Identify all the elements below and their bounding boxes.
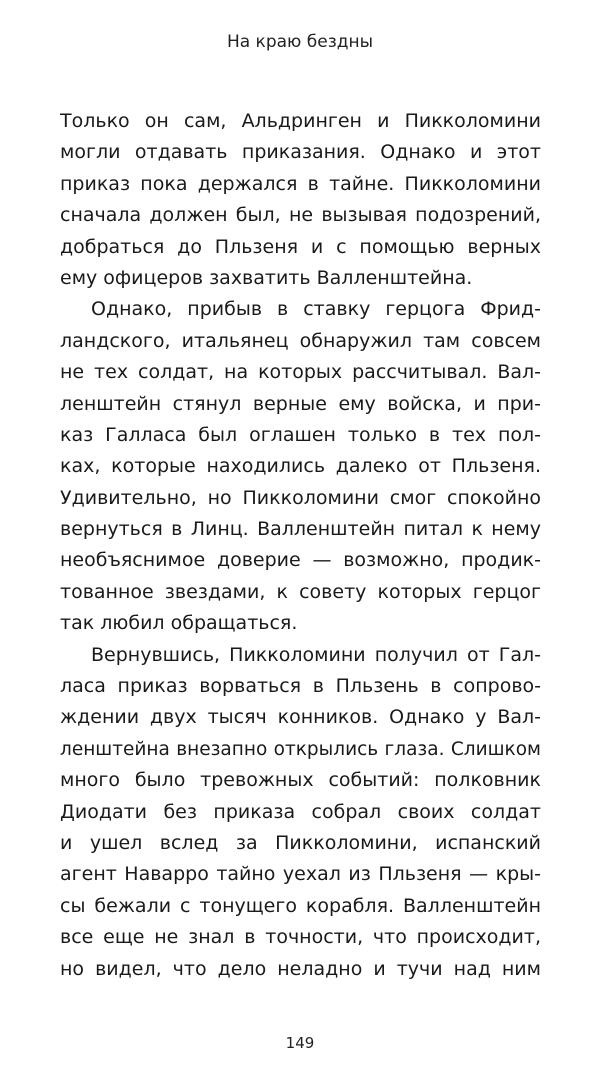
text-line: добраться до Пльзеня и с помощью верных: [60, 235, 541, 258]
text-line: ждении двух тысяч конников. Однако у Вал-: [60, 706, 541, 729]
body-text: [60, 106, 541, 985]
text-line: Вернувшись, Пикколомини получил от Гал-: [91, 643, 541, 666]
text-line: ках, которые находились далеко от Пльзеня.: [60, 455, 541, 478]
text-line: ленштейн стянул верные ему войска, и при-: [60, 392, 541, 415]
text-line: но видел, что дело неладно и тучи над ним: [60, 957, 541, 980]
text-line: ленштейна внезапно открылись глаза. Слишком: [60, 738, 541, 760]
running-header: На краю бездны: [226, 32, 374, 52]
text-line: Удивительно, но Пикколомини смог спокойно: [60, 486, 541, 509]
text-line: ласа приказ ворваться в Пльзень в сопрово-: [60, 675, 541, 698]
text-line: Однако, прибыв в ставку герцога Фрид-: [91, 298, 541, 321]
text-line: Диодати без приказа собрал своих солдат: [60, 800, 541, 823]
text-line: приказ пока держался в тайне. Пикколомини: [60, 172, 541, 195]
text-line: Только он сам, Альдринген и Пикколомини: [60, 110, 541, 132]
text-line: так любил обращаться.: [60, 612, 298, 635]
text-line: сначала должен был, не вызывая подозрений,: [60, 204, 541, 227]
text-line: все еще не знал в точности, что происходит,: [60, 926, 541, 949]
text-line: необъяснимое доверие — возможно, продик-: [60, 549, 541, 572]
text-line: каз Галласа был оглашен только в тех пол-: [60, 423, 541, 446]
text-line: вернуться в Линц. Валленштейн питал к нему: [60, 518, 541, 541]
text-line: тованное звездами, к совету которых герцог: [60, 580, 541, 603]
text-line: сы бежали с тонущего корабля. Валленштейн: [60, 894, 541, 917]
text-line: много было тревожных событий: полковник: [60, 769, 541, 792]
text-line: ландского, итальянец обнаружил там совсем: [60, 329, 541, 352]
text-line: и ушел вслед за Пикколомини, испанский: [60, 831, 541, 854]
text-line: не тех солдат, на которых рассчитывал. Вал-: [60, 361, 541, 384]
page-number: 149: [285, 1034, 315, 1052]
text-line: могли отдавать приказания. Однако и этот: [60, 141, 541, 164]
text-line: агент Наварро тайно уехал из Пльзеня — кры-: [60, 863, 541, 886]
text-line: ему офицеров захватить Валленштейна.: [60, 266, 473, 289]
